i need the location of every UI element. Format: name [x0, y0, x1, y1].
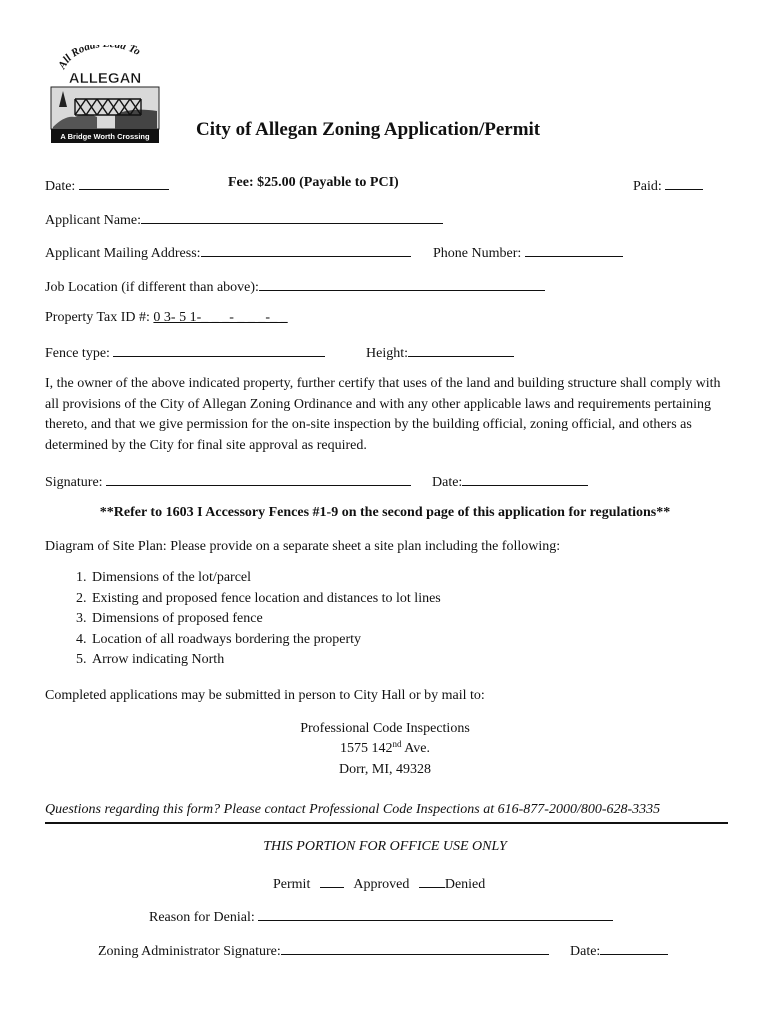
fence-type-blank[interactable]: [113, 342, 325, 357]
job-location-label: Job Location (if different than above):: [45, 280, 259, 295]
admin-date-blank[interactable]: [600, 940, 668, 955]
signature-date-field[interactable]: [432, 471, 588, 491]
list-item: 1. Dimensions of the lot/parcel: [90, 568, 441, 589]
allegan-logo-graphic: [45, 45, 165, 145]
fence-type-label: Fence type:: [45, 346, 110, 361]
paid-label: Paid:: [633, 179, 662, 194]
height-label: Height:: [366, 346, 408, 361]
logo-town-name: ALLEGAN: [68, 70, 142, 87]
site-plan-list: [45, 568, 441, 671]
permit-decision-row: [273, 873, 485, 893]
admin-date-field[interactable]: [570, 940, 668, 960]
list-item: 3. Dimensions of proposed fence: [90, 609, 441, 630]
site-plan-intro: Diagram of Site Plan: Please provide on a separate sheet a site plan including the following:: [45, 539, 561, 554]
mailing-city: Dorr, MI, 49328: [339, 762, 431, 777]
mailing-address-label: Applicant Mailing Address:: [45, 246, 201, 261]
logo-tagline: A Bridge Worth Crossing: [60, 132, 150, 141]
questions-contact: Questions regarding this form? Please contact Professional Code Inspections at 616-877-2000/800-628-3335: [45, 802, 661, 817]
phone-field[interactable]: [433, 242, 623, 262]
list-item: 4. Location of all roadways bordering the property: [90, 630, 441, 651]
paid-field[interactable]: [633, 175, 703, 195]
paid-blank[interactable]: [665, 175, 703, 190]
phone-blank[interactable]: [525, 242, 623, 257]
mailing-street: [0, 741, 770, 757]
phone-label: Phone Number:: [433, 246, 522, 261]
submission-intro: Completed applications may be submitted in person to City Hall or by mail to:: [45, 688, 485, 703]
job-location-field[interactable]: [45, 276, 545, 296]
svg-text:All Roads Lead To: [56, 45, 143, 72]
height-field[interactable]: [366, 342, 514, 362]
reason-for-denial-field[interactable]: [149, 906, 613, 926]
height-blank[interactable]: [408, 342, 514, 357]
signature-date-blank[interactable]: [462, 471, 588, 486]
signature-date-label: Date:: [432, 475, 463, 490]
denied-label: Denied: [444, 877, 486, 892]
list-item: 2. Existing and proposed fence location and distances to lot lines: [90, 589, 441, 610]
street-ordinal: nd: [392, 739, 402, 749]
fee-text: Fee: $25.00 (Payable to PCI): [228, 175, 399, 190]
date-field[interactable]: [45, 175, 169, 195]
tax-id-field[interactable]: [45, 310, 288, 326]
signature-blank[interactable]: [106, 471, 411, 486]
office-use-heading: THIS PORTION FOR OFFICE USE ONLY: [263, 839, 507, 854]
divider: [45, 822, 728, 824]
allegan-logo: [45, 45, 165, 145]
job-location-blank[interactable]: [259, 276, 545, 291]
page-title: City of Allegan Zoning Application/Permit: [196, 119, 541, 140]
applicant-name-blank[interactable]: [141, 209, 443, 224]
approved-denied-blank[interactable]: [419, 873, 445, 888]
applicant-name-label: Applicant Name:: [45, 213, 142, 228]
logo-arc-text: All Road d To: [56, 45, 143, 72]
signature-label: Signature:: [45, 475, 103, 490]
certification-paragraph: I, the owner of the above indicated property, further certify that uses of the land and building structure shall comply with all provisions of the City of Allegan Zoning Ordinance and with any other applicable laws and requirements pertaining thereto, and that we give permission for the on-site inspection by the building official, zoning official, and others as determined by the City for final site approval as required.: [45, 376, 721, 453]
admin-date-label: Date:: [570, 944, 601, 959]
street-suffix: Ave.: [401, 741, 430, 756]
mailing-org: Professional Code Inspections: [300, 721, 470, 736]
date-blank[interactable]: [79, 175, 169, 190]
approved-label: Approved: [353, 877, 410, 892]
admin-signature-field[interactable]: [98, 940, 549, 960]
mailing-address-blank[interactable]: [201, 242, 411, 257]
tax-id-value[interactable]: 0 3- 5 1-_ _ _- _ _ _-_ _: [153, 310, 288, 325]
fence-type-field[interactable]: [45, 342, 325, 362]
mailing-address-field[interactable]: [45, 242, 411, 262]
date-label: Date:: [45, 179, 76, 194]
list-item: 5. Arrow indicating North: [90, 650, 441, 671]
signature-field[interactable]: [45, 471, 411, 491]
permit-label: Permit: [273, 877, 311, 892]
reason-blank[interactable]: [258, 906, 613, 921]
street-number: 1575 142: [339, 741, 393, 756]
applicant-name-field[interactable]: [45, 209, 443, 229]
refer-note: **Refer to 1603 I Accessory Fences #1-9 on the second page of this application for regulations**: [99, 505, 671, 520]
admin-signature-label: Zoning Administrator Signature:: [98, 944, 281, 959]
tax-id-label: Property Tax ID #:: [45, 310, 150, 325]
permit-blank[interactable]: [320, 873, 344, 888]
admin-signature-blank[interactable]: [281, 940, 549, 955]
reason-label: Reason for Denial:: [149, 910, 255, 925]
